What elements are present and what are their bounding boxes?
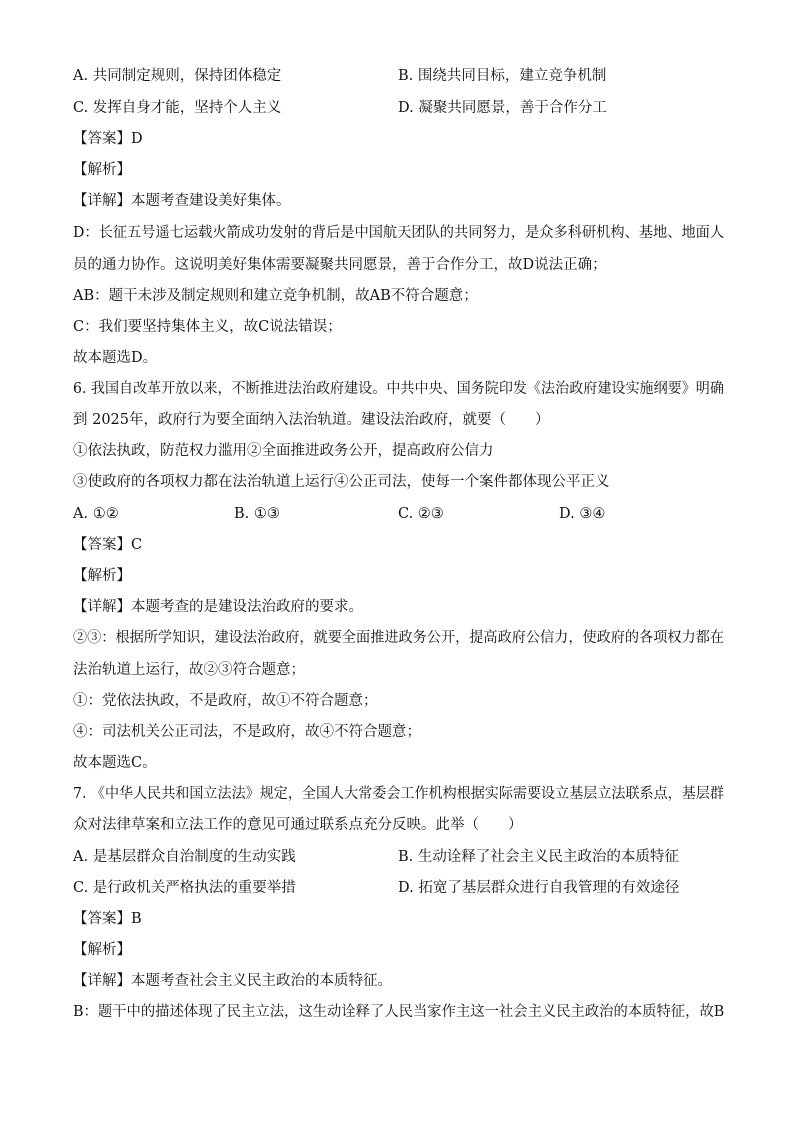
q7-option-c: C. 是行政机关严格执法的重要举措: [73, 880, 296, 896]
q5-detail: 【详解】本题考查建设美好集体。: [73, 193, 291, 209]
q7-analysis-line: B：题干中的描述体现了民主立法，这生动诠释了人民当家作主这一社会主义民主政治的本质特征，故B: [73, 1004, 725, 1020]
q6-detail: 【详解】本题考查的是建设法治政府的要求。: [73, 599, 363, 615]
q5-answer: 【答案】D: [73, 131, 143, 147]
q7-option-a: A. 是基层群众自治制度的生动实践: [73, 849, 296, 865]
q5-option-d: D. 凝聚共同愿景，善于合作分工: [398, 100, 607, 116]
q6-option-a: A. ①②: [73, 506, 119, 522]
q7-answer: 【答案】B: [73, 911, 142, 927]
q5-option-a: A. 共同制定规则，保持团体稳定: [73, 68, 282, 84]
q6-stem-line: 到 2025年，政府行为要全面纳入法治轨道。建设法治政府，就要（ ）: [73, 412, 550, 428]
q5-option-b: B. 围绕共同目标，建立竞争机制: [398, 68, 607, 84]
q7-analysis-label: 【解析】: [73, 942, 131, 958]
q6-analysis-line: ②③：根据所学知识，建设法治政府，就要全面推进政务公开，提高政府公信力，使政府的各项权力都在: [73, 630, 724, 646]
q6-option-d: D. ③④: [559, 506, 606, 522]
q7-detail: 【详解】本题考查社会主义民主政治的本质特征。: [73, 973, 392, 989]
q5-analysis-line: AB：题干未涉及制定规则和建立竞争机制，故AB不符合题意；: [73, 288, 478, 304]
q7-stem-line: 众对法律草案和立法工作的意见可通过联系点充分反映。此举（ ）: [73, 817, 523, 833]
q6-analysis-line: 法治轨道上运行，故②③符合题意；: [73, 662, 305, 678]
q5-analysis-line: C：我们要坚持集体主义，故C说法错误；: [73, 319, 342, 335]
q7-option-b: B. 生动诠释了社会主义民主政治的本质特征: [398, 849, 679, 865]
q6-stem-line: 6. 我国自改革开放以来，不断推进法治政府建设。中共中央、国务院印发《法治政府建设实施纲要》明确: [73, 381, 724, 397]
q5-analysis-line: 员的通力协作。这说明美好集体需要凝聚共同愿景，善于合作分工，故D说法正确；: [73, 257, 607, 273]
q7-stem-line: 7. 《中华人民共和国立法法》规定，全国人大常委会工作机构根据实际需要设立基层立法联系点，基层群: [73, 786, 724, 802]
q6-statement-line: ③使政府的各项权力都在法治轨道上运行④公正司法，使每一个案件都体现公平正义: [73, 474, 610, 490]
q6-analysis-line: ①：党依法执政，不是政府，故①不符合题意；: [73, 693, 378, 709]
q6-analysis-line: 故本题选C。: [73, 755, 157, 771]
q6-option-c: C. ②③: [398, 506, 444, 522]
q5-analysis-line: 故本题选D。: [73, 350, 158, 366]
q6-statement-line: ①依法执政，防范权力滥用②全面推进政务公开，提高政府公信力: [73, 443, 494, 459]
q5-analysis-label: 【解析】: [73, 162, 131, 178]
q6-option-b: B. ①③: [234, 506, 280, 522]
q6-analysis-line: ④：司法机关公正司法，不是政府，故④不符合题意；: [73, 724, 421, 740]
q6-analysis-label: 【解析】: [73, 568, 131, 584]
q5-option-c: C. 发挥自身才能，坚持个人主义: [73, 100, 282, 116]
q7-option-d: D. 拓宽了基层群众进行自我管理的有效途径: [398, 880, 680, 896]
q5-analysis-line: D：长征五号遥七运载火箭成功发射的背后是中国航天团队的共同努力，是众多科研机构、基地、地面人: [73, 225, 725, 241]
q6-answer: 【答案】C: [73, 537, 143, 553]
